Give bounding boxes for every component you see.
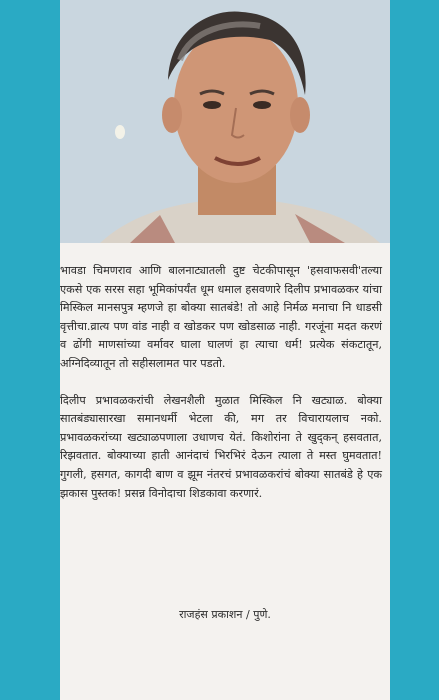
author-photo — [60, 0, 390, 243]
book-blurb — [60, 262, 386, 514]
blurb-paragraph-1: भावडा चिमणराव आणि बालनाट्यातली दुष्ट चेटकीपासून 'हसवाफसवी'तल्या एकसे एक सरस सहा भूमिकांपर्यंत धूम धमाल हसवणारे दिलीप प्रभावळकर यांचा मिस्किल मानसपुत्र म्हणजे हा बोक्या सातबंडे! तो आहे निर्मळ मनाचा नि धाडसी वृत्तीचा.व्रात्य पण वांड नाही व खोडकर पण खोडसाळ नाही. गरजूंना मदत करणं व ढोंगी माणसांच्या वर्मावर घाला घालणं हा त्याचा धर्म! प्रत्येक संकटातून, अग्निदिव्यातून तो सहीसलामत पार पडतो. — [60, 264, 382, 370]
blurb-paragraph-2: दिलीप प्रभावळकरांची लेखनशैली मुळात मिस्किल नि खट्याळ. बोक्या सातबंड्यासारखा समानधर्मी भेटला की, मग तर विचारायलाच नको. प्रभावळकरांच्या खट्याळपणाला उधाणच येतं. किशोरांना ते खुद्कन् हसवतात, रिझवतात. बोक्याच्या हाती आनंदाचं भिरभिरं देऊन त्याला ते मस्त घुमवतात! गुगली, हसगत, कागदी बाण व झूम नंतरचं प्रभावळकरांचं बोक्या सातबंडे हे एक झकास पुस्तक! प्रसन्न विनोदाचा शिडकावा करणारं. — [60, 393, 382, 500]
publisher-imprint: राजहंस प्रकाशन / पुणे. — [179, 608, 271, 621]
